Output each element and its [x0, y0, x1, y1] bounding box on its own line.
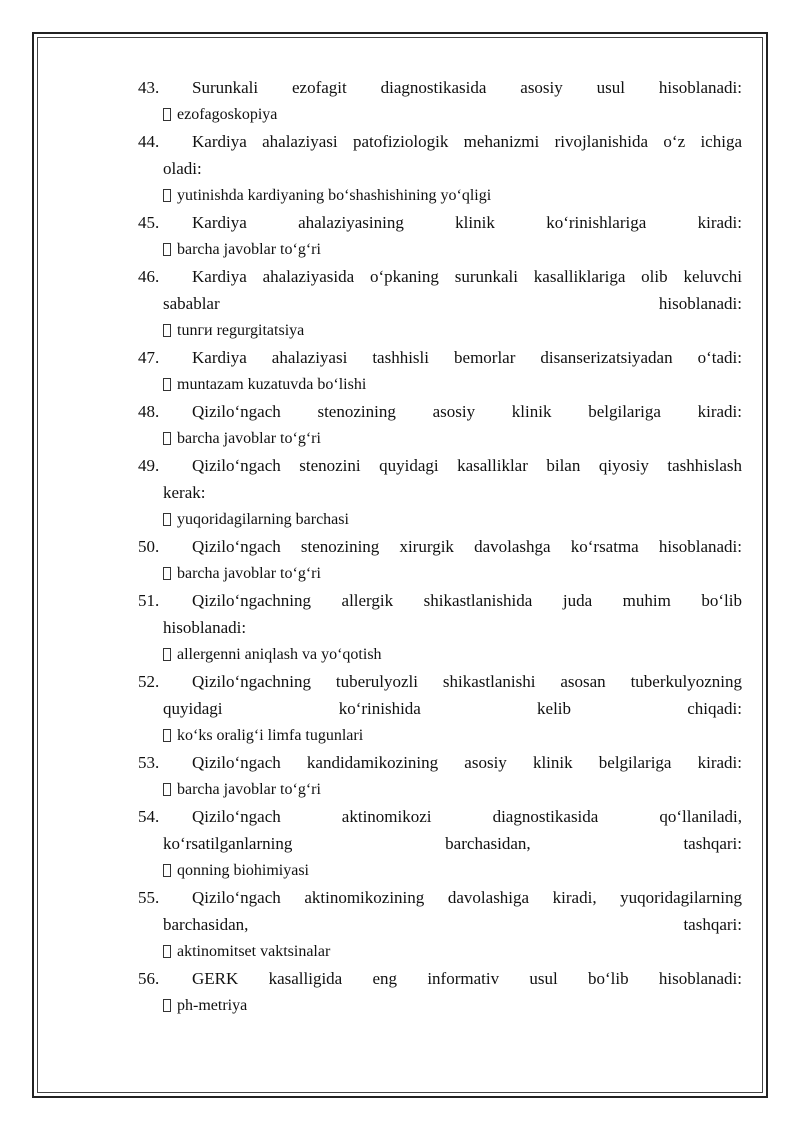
question-item: [138, 587, 742, 668]
question-number: 50.: [138, 537, 160, 556]
question-number: 55.: [138, 888, 160, 907]
question-number: 51.: [138, 591, 160, 610]
question-number: 43.: [138, 78, 160, 97]
question-item: [138, 128, 742, 209]
question-text: Qizilo‘ngach aktinomikozining davolashiga kiradi, yuqoridagilarning: [192, 888, 742, 907]
question-text-continuation: hisoblanadi:: [163, 618, 247, 637]
question-item: [138, 803, 742, 884]
question-item: [138, 668, 742, 749]
answer-line: [138, 857, 742, 884]
question-text-continuation: quyidagi ko‘rinishida kelib chiqadi:: [163, 699, 742, 718]
question-line: [138, 803, 742, 830]
question-number: 46.: [138, 267, 160, 286]
answer-line: [138, 992, 742, 1019]
answer-text: barcha javoblar to‘g‘ri: [177, 430, 321, 447]
question-line: [138, 749, 742, 776]
answer-line: [138, 182, 742, 209]
question-number: 49.: [138, 456, 160, 475]
question-number: 45.: [138, 213, 160, 232]
answer-line: [138, 317, 742, 344]
checkbox-icon: [163, 189, 171, 202]
answer-line: [138, 101, 742, 128]
answer-text: barcha javoblar to‘g‘ri: [177, 241, 321, 258]
answer-text: yuqoridagilarning barchasi: [177, 511, 349, 528]
question-item: [138, 965, 742, 1019]
answer-text: muntazam kuzatuvda bo‘lishi: [177, 376, 367, 393]
question-text-continuation: ko‘rsatilganlarning barchasidan, tashqari:: [163, 834, 742, 853]
answer-line: [138, 560, 742, 587]
question-item: [138, 398, 742, 452]
question-line: [138, 587, 742, 614]
question-number: 48.: [138, 402, 160, 421]
answer-line: [138, 641, 742, 668]
question-text-continuation: kerak:: [163, 483, 206, 502]
question-line: [138, 452, 742, 479]
question-text: Kardiya ahalaziyasi tashhisli bemorlar disanserizatsiyadan o‘tadi:: [192, 348, 742, 367]
question-text: Qizilo‘ngach aktinomikozi diagnostikasida qo‘llaniladi,: [192, 807, 742, 826]
question-line: [138, 263, 742, 290]
question-text: Qizilo‘ngach stenozini quyidagi kasalliklar bilan qiyosiy tashhislash: [192, 456, 742, 475]
question-text: Qizilo‘ngach stenozining xirurgik davolashga ko‘rsatma hisoblanadi:: [192, 537, 742, 556]
question-line: [138, 398, 742, 425]
question-text: Qizilo‘ngach kandidamikozining asosiy klinik belgilariga kiradi:: [192, 753, 742, 772]
question-line: [138, 668, 742, 695]
question-text: Qizilo‘ngachning tuberulyozli shikastlanishi asosan tuberkulyozning: [192, 672, 742, 691]
question-number: 56.: [138, 969, 160, 988]
question-line: [138, 128, 742, 155]
answer-text: barcha javoblar to‘g‘ri: [177, 565, 321, 582]
question-text-continuation: oladi:: [163, 159, 202, 178]
question-item: [138, 884, 742, 965]
answer-text: yutinishda kardiyaning bo‘shashishining yo‘qligi: [177, 187, 492, 204]
question-line: [138, 74, 742, 101]
question-list: [138, 74, 742, 1019]
checkbox-icon: [163, 648, 171, 661]
answer-text: allergenni aniqlash va yo‘qotish: [177, 646, 382, 663]
question-line: [138, 965, 742, 992]
checkbox-icon: [163, 783, 171, 796]
question-item: [138, 209, 742, 263]
question-line: [138, 884, 742, 911]
question-text: Qizilo‘ngach stenozining asosiy klinik belgilariga kiradi:: [192, 402, 742, 421]
checkbox-icon: [163, 864, 171, 877]
checkbox-icon: [163, 513, 171, 526]
question-text: GERK kasalligida eng informativ usul bo‘lib hisoblanadi:: [192, 969, 742, 988]
question-number: 52.: [138, 672, 160, 691]
checkbox-icon: [163, 999, 171, 1012]
answer-line: [138, 506, 742, 533]
question-line: [138, 209, 742, 236]
question-number: 44.: [138, 132, 160, 151]
answer-line: [138, 938, 742, 965]
question-text: Qizilo‘ngachning allergik shikastlanishida juda muhim bo‘lib: [192, 591, 742, 610]
question-text: Surunkali ezofagit diagnostikasida asosiy usul hisoblanadi:: [192, 78, 742, 97]
checkbox-icon: [163, 567, 171, 580]
answer-text: aktinomitset vaktsinalar: [177, 943, 331, 960]
answer-line: [138, 722, 742, 749]
question-item: [138, 74, 742, 128]
answer-text: ezofagoskopiya: [177, 106, 278, 123]
answer-text: tunги regurgitatsiya: [177, 322, 305, 339]
answer-text: ph-metriya: [177, 997, 248, 1014]
checkbox-icon: [163, 432, 171, 445]
answer-text: barcha javoblar to‘g‘ri: [177, 781, 321, 798]
question-item: [138, 263, 742, 344]
answer-line: [138, 371, 742, 398]
question-item: [138, 749, 742, 803]
checkbox-icon: [163, 324, 171, 337]
question-item: [138, 344, 742, 398]
question-number: 47.: [138, 348, 160, 367]
answer-line: [138, 425, 742, 452]
checkbox-icon: [163, 243, 171, 256]
question-text: Kardiya ahalaziyasida o‘pkaning surunkali kasalliklariga olib keluvchi: [192, 267, 742, 286]
question-item: [138, 533, 742, 587]
question-number: 54.: [138, 807, 160, 826]
question-text-continuation: barchasidan, tashqari:: [163, 915, 742, 934]
answer-line: [138, 236, 742, 263]
question-item: [138, 452, 742, 533]
checkbox-icon: [163, 945, 171, 958]
question-text-continuation: sabablar hisoblanadi:: [163, 294, 742, 313]
question-line: [138, 533, 742, 560]
question-number: 53.: [138, 753, 160, 772]
question-line: [138, 344, 742, 371]
checkbox-icon: [163, 108, 171, 121]
question-text: Kardiya ahalaziyasi patofiziologik mehanizmi rivojlanishida o‘z ichiga: [192, 132, 742, 151]
question-text: Kardiya ahalaziyasining klinik ko‘rinishlariga kiradi:: [192, 213, 742, 232]
answer-text: qonning biohimiyasi: [177, 862, 309, 879]
checkbox-icon: [163, 378, 171, 391]
answer-text: ko‘ks oralig‘i limfa tugunlari: [177, 727, 364, 744]
checkbox-icon: [163, 729, 171, 742]
answer-line: [138, 776, 742, 803]
